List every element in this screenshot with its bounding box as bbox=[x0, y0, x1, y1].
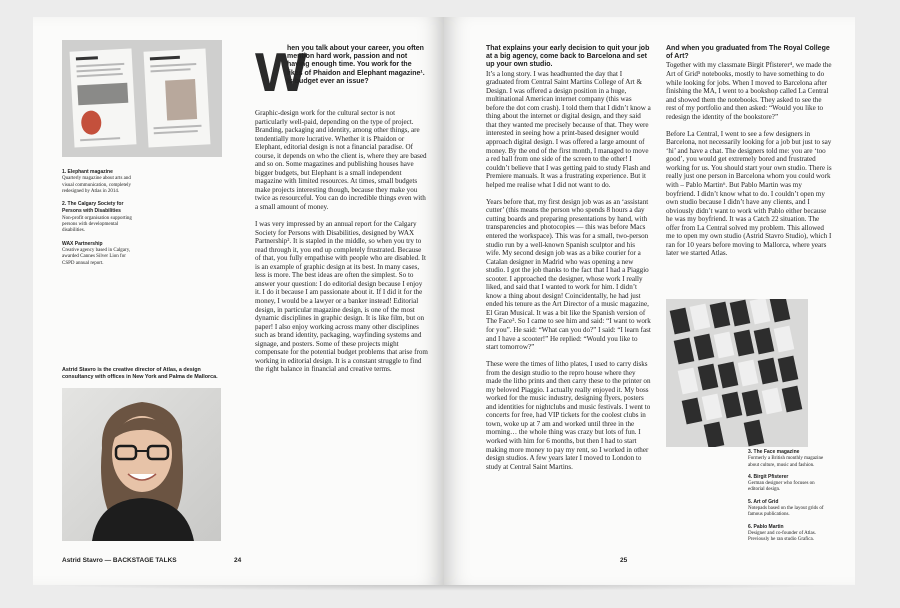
magazine-page-right bbox=[144, 48, 211, 147]
left-page bbox=[33, 17, 444, 585]
right-column-2 bbox=[666, 45, 832, 266]
paragraph: Years before that, my first design job was as an ‘assistant cutter’ (this means the person who spends 8 hours a day cutting boards and preparing presentations by hand, with transparencies and photocopies — this was before Macs entered the workspace). This was for a small, two-person studio run by a well-known Spanish sculptor and his wife. My second design job was as a bike courier for a Catalan designer in Madrid who was opening a new studio. I got the job thanks to the fact that I had a Piaggio scooter. I approached the designer, whose work I really liked, and said that I wanted to work for him. I didn’t know a thing about design! Coincidentally, he had just ended his tenure as the Art Director of a music magazine, El Gran Musical. It was a bit like the Spanish version of The Face³. So I came to see him and said: “I want to work for you”. He said: “What can you do?” I said: “I learn fast and I have a scooter!” He replied: “Would you like to start tomorrow?” bbox=[486, 197, 651, 352]
author-bio: Astrid Stavro is the creative director of Atlas, a design consultancy with offices in New York and Palma de Mallorca. bbox=[62, 367, 218, 380]
caption-wax: WAX Partnership Creative agency based in Calgary, awarded Cannes Silver Lion for CSPD annual report. bbox=[62, 240, 131, 266]
right-page bbox=[444, 17, 855, 585]
question-graduated: And when you graduated from The Royal College of Art? bbox=[666, 45, 830, 61]
magazine-page-left bbox=[70, 48, 137, 147]
right-captions bbox=[748, 449, 828, 544]
intro-question: hen you talk about your career, you often mention hard work, passion and not having enough time. You work for the likes of Phaidon and Elephant magazine¹. Is budget ever an issue? bbox=[287, 45, 425, 85]
left-body-text bbox=[255, 109, 428, 382]
page-number-right: 25 bbox=[620, 557, 628, 564]
left-captions bbox=[62, 169, 134, 267]
footer-title: Astrid Stavro — BACKSTAGE TALKS bbox=[62, 557, 177, 564]
page-number-left: 24 bbox=[234, 557, 242, 564]
drop-cap: W bbox=[255, 41, 307, 103]
caption-pablo-martin: 6. Pablo Martin Designer and co-founder of Atlas. Previously he ran studio Grafica. bbox=[748, 523, 816, 543]
caption-art-of-grid: 5. Art of Grid Notepads based on the layout grids of famous publications. bbox=[748, 498, 824, 518]
paragraph: I was very impressed by an annual report for the Calgary Society for Persons with Disabilities, designed by WAX Partnership². It is stapled in the middle, so when you try to read through it, you end up completely frustrated. Because of that, you fully empathise with people who are disabled. It is an example of graphic design at its best. In many cases, less is more. The best ideas are often the simplest. So to answer your question: I do editorial design because I enjoy it. I do it because I am passionate about it. If I did it for the money, I would be a lawyer or a banker instead! Editorial design, in particular magazine design, is one of the most dynamic disciplines in graphic design. It is like film, but on paper! I also enjoy working across many other disciplines such as brand identity, packaging, wayfinding systems and signage, and posters. Some of these projects might compensate for the potential budget problems that arise from working in editorial design. It is a constant struggle to find the right balance in financial and creative terms. bbox=[255, 220, 428, 374]
caption-the-face: 3. The Face magazine Formerly a British monthly magazine about culture, music and fashion. bbox=[748, 449, 824, 468]
caption-birgit: 4. Birgit Pfisterer German designer who focuses on editorial design. bbox=[748, 473, 815, 493]
right-column-1 bbox=[486, 45, 651, 480]
col2-body-text bbox=[666, 61, 832, 258]
portrait-illustration bbox=[62, 388, 221, 541]
elephant-magazine-image bbox=[62, 40, 222, 157]
notebooks-image bbox=[666, 299, 808, 447]
col1-body-text bbox=[486, 70, 651, 472]
paragraph: Together with my classmate Birgit Pfisterer⁴, we made the Art of Grid⁵ notebooks, mostly to have something to do while looking for jobs. When I moved to Barcelona after finishing the MA, I went to a bookshop called La Central and showed them the notebooks. They asked to see the rest of my portfolio and then asked: “Would you like to redesign the identity of the bookstore?” bbox=[666, 61, 832, 121]
question-quit-job: That explains your early decision to quit your job at a big agency, come back to Barcelona and set up your own studio. bbox=[486, 45, 650, 69]
paragraph: Before La Central, I went to see a few designers in Barcelona, not necessarily looking for a job but just to say ‘hi’ and have a chat. The designers told me: you are ‘too good’, you would get extremely bored and frustrated working for us. You should start your own studio. There is really just one person in Barcelona whom you could work with – Pablo Martin⁶. But Pablo Martin was my boyfriend. I didn’t know what to do. I couldn’t open my own studio because I didn’t have any clients, and I obviously didn’t want to work with Pablo either because he was my boyfriend. It was a Catch 22 situation. The offer from La Central solved my problem. This allowed me to open my own studio (Astrid Stavro Studio), which I ran for 10 years before moving to Mallorca, where years later we started Atlas. bbox=[666, 129, 832, 258]
paragraph: These were the times of litho plates, I used to carry disks from the design studio to the repro house where they made the litho prints and then carry these to the printer on my beloved Piaggio. I actually really enjoyed it. My boss worked for the music industry, designing flyers, posters and identities for nightclubs and music festivals. I went to concerts for free, had VIP tickets for the coolest clubs in town, woke up at 7 am and worked until three in the morning… the whole thing was crazy but lots of fun. I worked with him for 6 months, but then I had to start making more money to pay my rent, so I worked in other design studios. A few years later I moved to London to study at Central Saint Martins. bbox=[486, 360, 651, 471]
author-portrait bbox=[62, 388, 221, 541]
paragraph: It’s a long story. I was headhunted the day that I graduated from Central Saint Martins College of Art & Design. I was offered a design position in a huge, multinational American internet company (this was before the dot com crash). I told them that I didn’t know a thing about the internet or digital design, and they said that they wanted me precisely because of that. They were interested in seeing how a print-based designer would approach digital design. I was offered a large amount of money. By the end of the first month, I managed to move a red ball from one side of the screen to the other! I couldn’t believe that I was getting paid to study Flash and Premiere manuals. It was a frustrating experience. But it helped me realise what I did not want to do. bbox=[486, 69, 651, 189]
paragraph: Graphic-design work for the cultural sector is not particularly well-paid, depending on the type of project. Branding, packaging and identity, among other things, are tendentially more lucrative. Whether it is Phaidon or Elephant, editorial design is not a financial paradise. Of course, it depends on who the client is, where they are based and so on. Some magazines and publishing houses have bigger budgets, but Elephant is a small independent magazine with limited resources. At times, small budgets make projects interesting though, because they make you twice as resourceful. You can do incredible things even with a small amount of money. bbox=[255, 109, 427, 212]
caption-calgary: 2. The Calgary Society for Persons with Disabilities Non-profit organisation supporting persons with developmental disabilities. bbox=[62, 201, 132, 234]
caption-elephant: 1. Elephant magazine Quarterly magazine about arts and visual communication, completely redesigned by Atlas in 2014. bbox=[62, 169, 132, 194]
magazine-spread bbox=[33, 17, 855, 585]
